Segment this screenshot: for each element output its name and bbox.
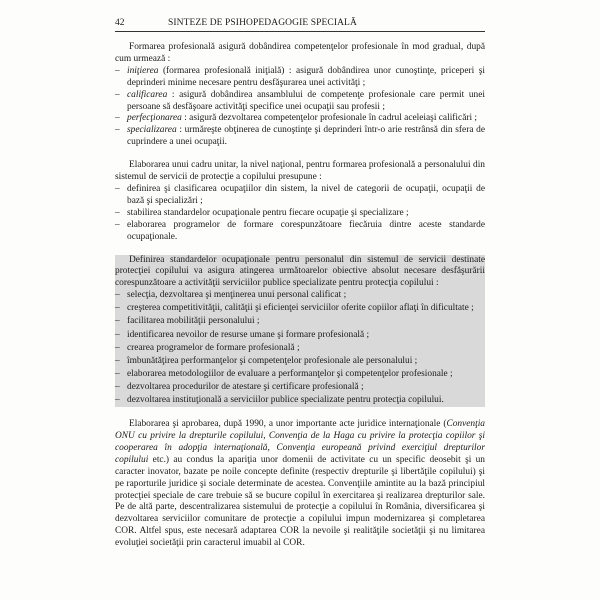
paragraph-standards-intro: Definirea standardelor ocupaţionale pentru personalul din sistemul de servicii destinate protecţiei copilului va asigura atingerea următoarelor obiective absolut necesare desfăşurării corespunzătoare a activităţii serviciilor publice specializate pentru protecţia copilului : <box>115 254 485 289</box>
item-text: : asigură dobândirea ansamblului de competenţe profesionale care permit unei persoane să desfăşoare activităţi specifice unei ocupaţii sau profesii ; <box>127 89 485 112</box>
objectives-list <box>115 290 485 407</box>
term-initierea: iniţierea <box>127 65 159 76</box>
framework-list <box>115 184 485 244</box>
list-item: – elaborarea metodologiilor de evaluare a performanţelor şi competenţelor profesionale ; <box>115 369 485 381</box>
list-item-specializarea <box>115 125 485 149</box>
paragraph-formation-intro: Formarea profesională asigură dobândirea competenţelor profesionale în mod gradual, după cum urmează : <box>115 42 485 64</box>
list-item: – crearea programelor de formare profesională ; <box>115 343 485 355</box>
list-item: – dezvoltarea instituţională a serviciilor publice specializate pentru protecţia copilului. <box>115 395 485 407</box>
shaded-objectives-box <box>115 255 485 407</box>
formation-stages-list <box>115 66 485 149</box>
text-run: , <box>267 442 277 453</box>
item-text: : urmăreşte obţinerea de cunoştinţe şi deprinderi într-o arie restrânsă din sfera de cuprindere a unei ocupaţii. <box>127 125 485 148</box>
italic-convention-europeana: Convenţia europeană privind exerciţiul drepturilor copilului <box>115 442 485 465</box>
paragraph-framework-intro: Elaborarea unui cadru unitar, la nivel naţional, pentru formarea profesională a personalului din sistemul de servicii de protecţie a copilului presupune : <box>115 160 485 183</box>
list-item: – îmbunătăţirea performanţelor şi competenţelor profesionale ale personalului ; <box>115 356 485 368</box>
list-item-perfectionarea <box>115 113 485 125</box>
term-perfectionarea: perfecţionarea <box>127 113 182 124</box>
list-item: – definirea şi clasificarea ocupaţiilor din sistem, la nivel de categorii de ocupaţii, ocupaţii de bază şi specializări ; <box>115 184 485 208</box>
page-body <box>115 42 485 550</box>
page-header <box>115 17 485 32</box>
running-title: SINTEZE DE PSIHOPEDAGOGIE SPECIALĂ <box>168 18 357 28</box>
text-run: etc.) au condus la apariţia unor domenii de activitate cu un specific deosebit şi un caracter inovator, bazate pe noile concepte definite (respectiv drepturile şi libertăţile copilului) şi pe raporturile juridice şi sociale determinate de acestea. Convenţiile amintite au la bază principiul protecţiei speciale de care trebuie să se bucure copilul în exercitarea şi realizarea drepturilor sale. Pe de altă parte, descentralizarea sistemului de protecţie a copilului în România, diversificarea şi dezvoltarea serviciilor comunitare de protecţie a copilului impun modernizarea şi completarea COR. Altfel spus, este necesară adaptarea COR la nevoile şi realităţile societăţii şi nu limitarea evoluţiei societăţii prin caracterul imuabil al COR. <box>115 454 485 549</box>
list-item: – elaborarea programelor de formare corespunzătoare fiecăruia dintre aceste standarde ocupaţionale. <box>115 220 485 244</box>
term-specializarea: specializarea <box>127 125 177 136</box>
list-item: – selecţia, dezvoltarea şi menţinerea unui personal calificat ; <box>115 290 485 302</box>
item-text: : asigură dezvoltarea competenţelor profesionale în cadrul aceleiaşi calificări ; <box>181 113 478 124</box>
list-item: – facilitarea mobilităţii personalului ; <box>115 316 485 328</box>
list-item: – creşterea competitivităţii, calităţii şi eficienţei serviciilor oferite copiilor aflaţi în dificultate ; <box>115 303 485 315</box>
text-run: Elaborarea şi aprobarea, după 1990, a unor importante acte juridice internaţionale ( <box>129 419 447 430</box>
list-item: – dezvoltarea procedurilor de atestare şi certificare profesională ; <box>115 382 485 394</box>
paragraph-legal-acts <box>115 419 485 550</box>
italic-convention-onu: Convenţia ONU cu privire la drepturile copilului <box>115 419 485 441</box>
text-run: , <box>263 430 269 441</box>
list-item-calificarea <box>115 90 485 114</box>
term-calificarea: calificarea <box>127 89 168 100</box>
page-number: 42 <box>115 18 125 28</box>
item-text: (formarea profesională iniţială) : asigură dobândirea unor cunoştinţe, priceperi şi deprinderi minime necesare pentru desfăşurarea unei activităţi ; <box>127 65 485 88</box>
list-item-initierea <box>115 66 485 90</box>
list-item: – identificarea nevoilor de resurse umane şi formare profesională ; <box>115 330 485 342</box>
italic-convention-haga: Convenţia de la Haga cu privire la protecţia copiilor şi cooperarea în adopţia internaţională <box>115 430 485 453</box>
list-item: – stabilirea standardelor ocupaţionale pentru fiecare ocupaţie şi specializare ; <box>115 208 485 220</box>
